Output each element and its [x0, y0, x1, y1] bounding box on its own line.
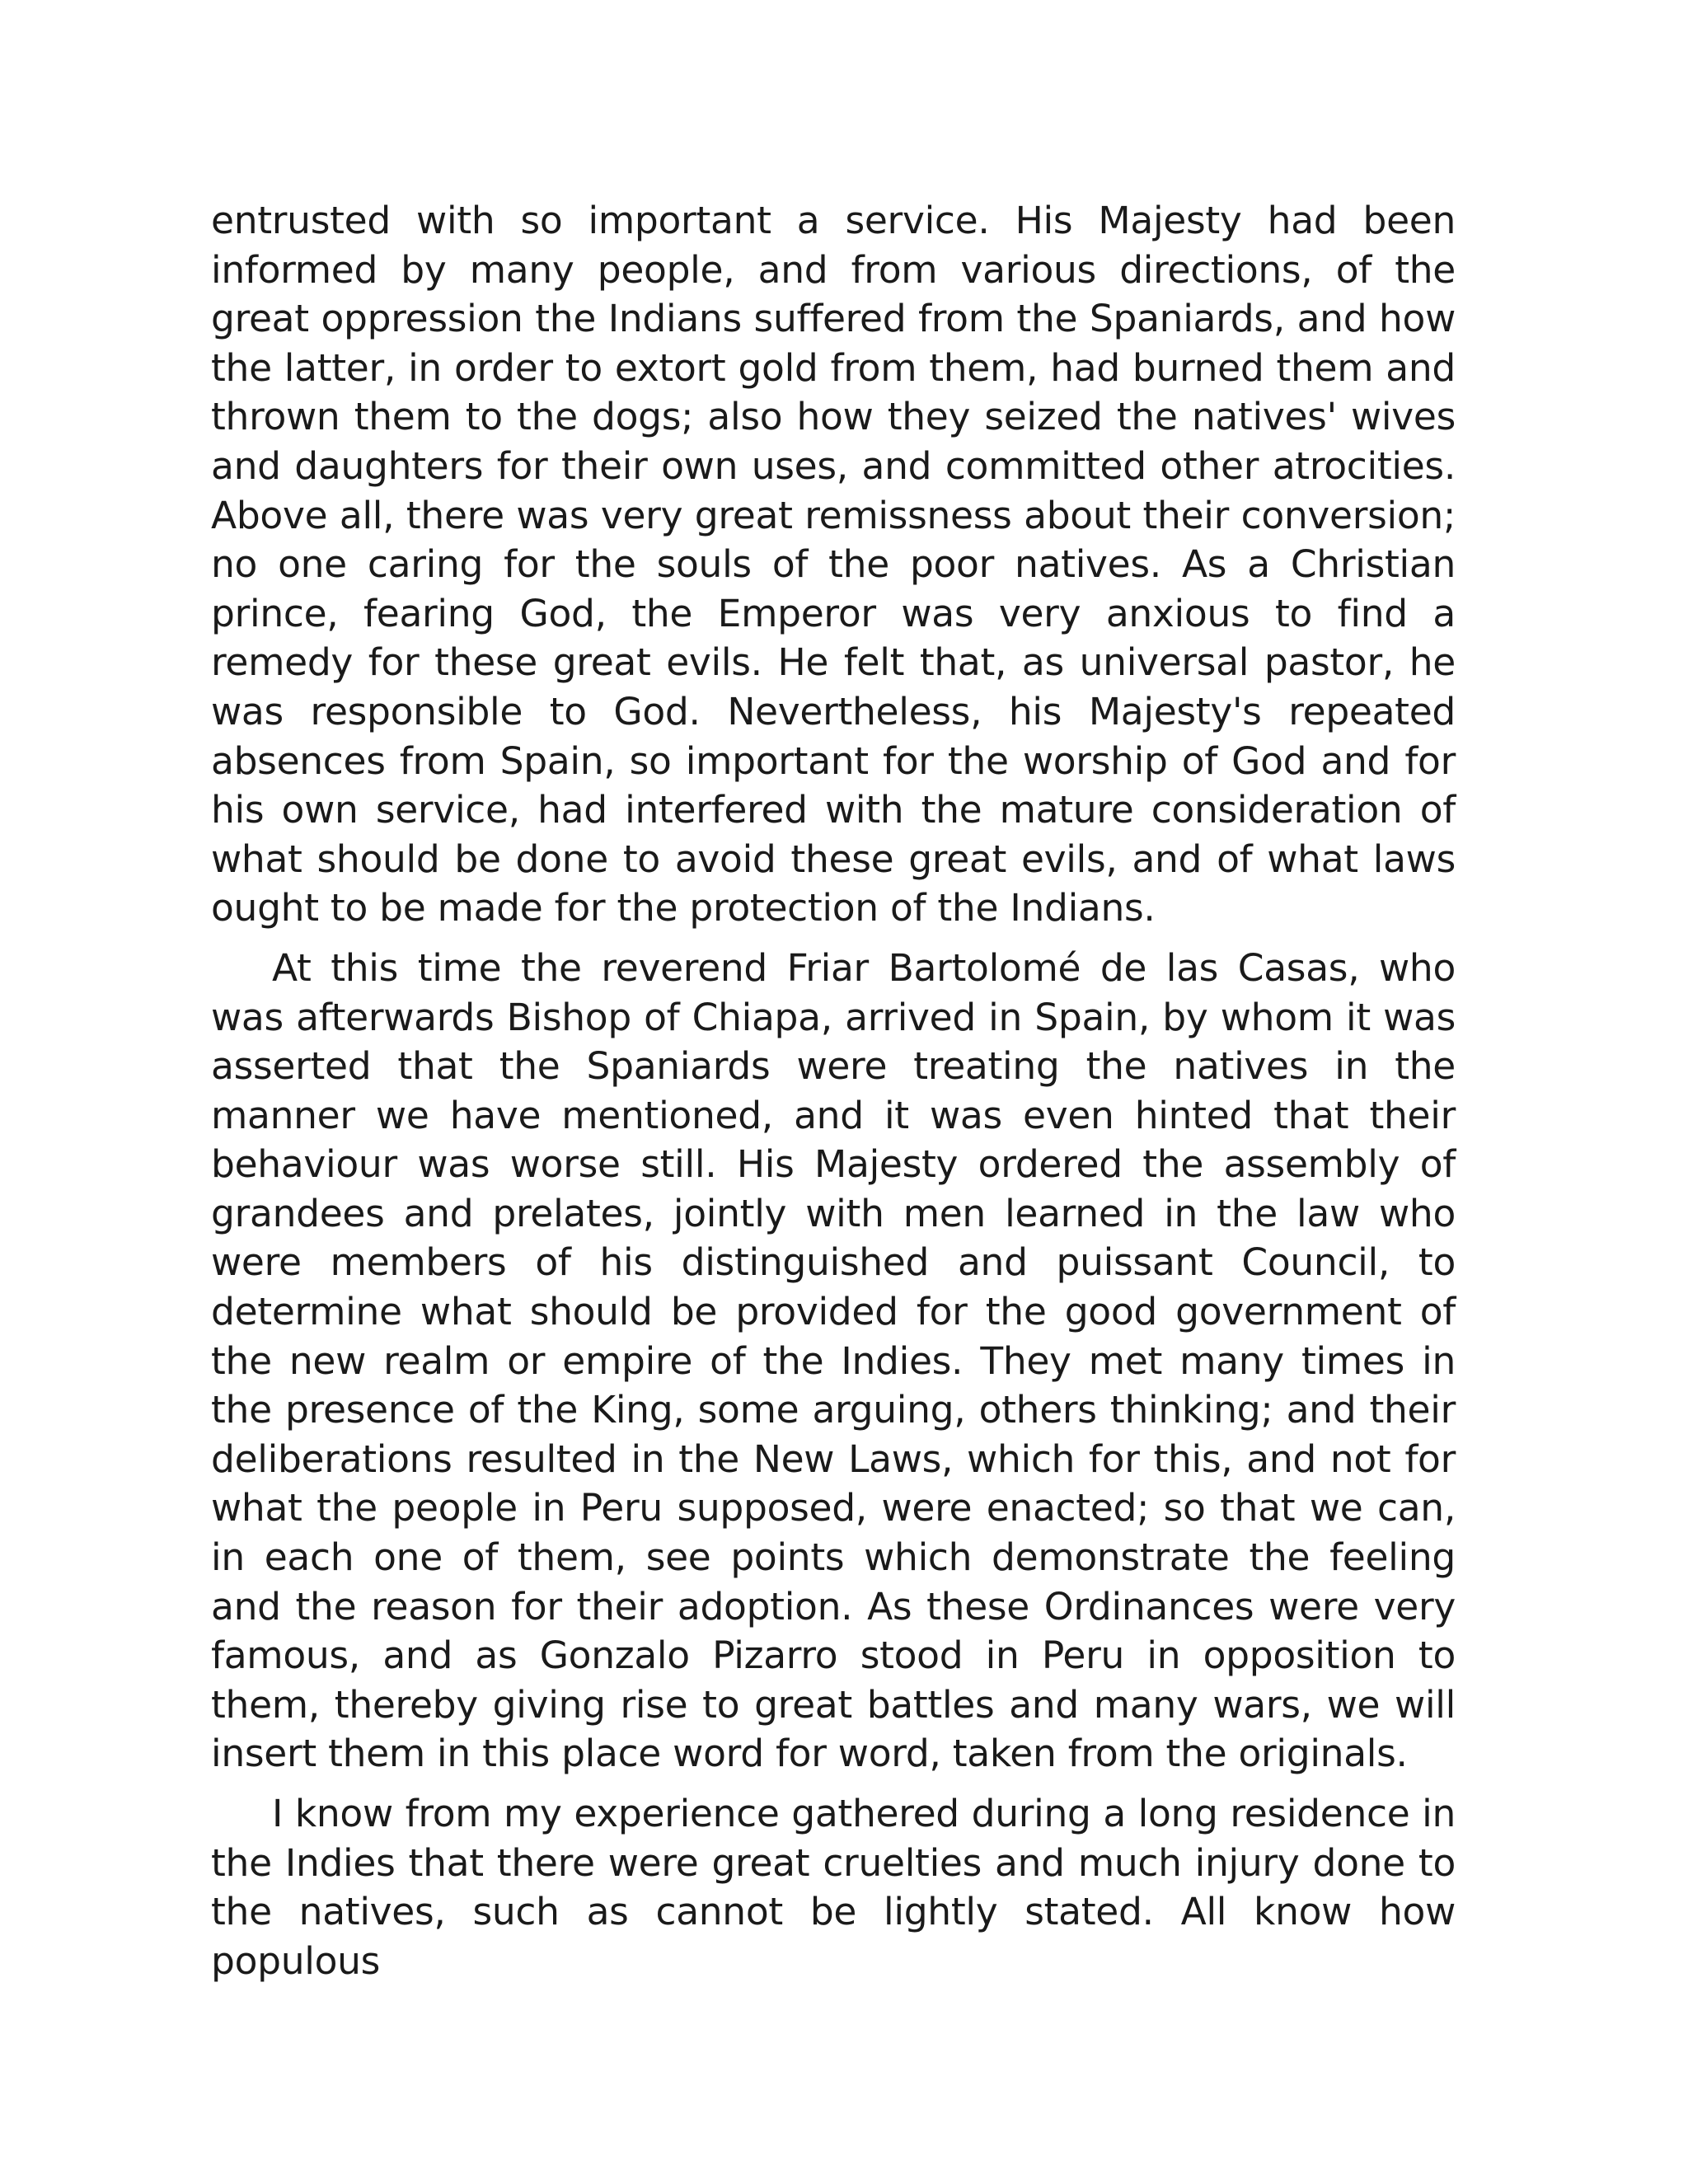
- document-page: [211, 196, 1456, 1985]
- paragraph-2: At this time the reverend Friar Bartolomé de las Casas, who was afterwards Bishop of Chiapa, arrived in Spain, by whom it was asserted that the Spaniards were treating the natives in the manner we have mentioned, and it was even hinted that their behaviour was worse still. His Majesty ordered the assembly of grandees and prelates, jointly with men learned in the law who were members of his distinguished and puissant Council, to determine what should be provided for the good government of the new realm or empire of the Indies. They met many times in the presence of the King, some arguing, others thinking; and their deliberations resulted in the New Laws, which for this, and not for what the people in Peru supposed, were enacted; so that we can, in each one of them, see points which demonstrate the feeling and the reason for their adoption. As these Ordinances were very famous, and as Gonzalo Pizarro stood in Peru in opposition to them, thereby giving rise to great battles and many wars, we will insert them in this place word for word, taken from the originals.: [211, 945, 1456, 1776]
- paragraph-1: entrusted with so important a service. His Majesty had been informed by many people, and from various directions, of the great oppression the Indians suffered from the Spaniards, and how the latter, in order to extort gold from them, had burned them and thrown them to the dogs; also how they seized the natives' wives and daughters for their own uses, and committed other atrocities. Above all, there was very great remissness about their conversion; no one caring for the souls of the poor natives. As a Christian prince, fearing God, the Emperor was very anxious to find a remedy for these great evils. He felt that, as universal pastor, he was responsible to God. Nevertheless, his Majesty's repeated absences from Spain, so important for the worship of God and for his own service, had interfered with the mature consideration of what should be done to avoid these great evils, and of what laws ought to be made for the protection of the Indians.: [211, 199, 1456, 930]
- paragraph-3: I know from my experience gathered during a long residence in the Indies that there were great cruelties and much injury done to the natives, such as cannot be lightly stated. All know how populous: [211, 1792, 1456, 1983]
